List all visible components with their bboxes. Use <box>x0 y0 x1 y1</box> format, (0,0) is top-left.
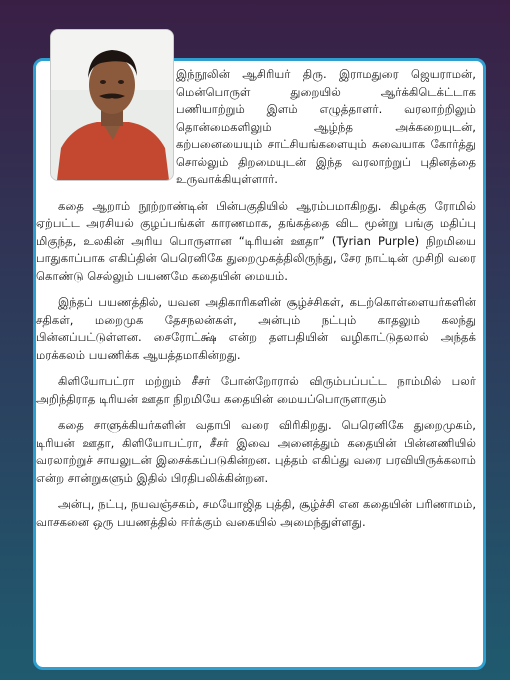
story-paragraph-3: இந்தப் பயணத்தில், யவன அதிகாரிகளின் சூழ்ச்சிகள், கடற்கொள்ளையர்களின் சதிகள், மறைமுக தேசநலன்கள், அன்பும் நட்பும் காதலும் கலந்து பின்னப்பட்டுள்ளன. சைரோட்க்ஷ் என்ற தளபதியின் வழிகாட்டுதலால் அந்தக் மரக்கலம் பயணிக்க ஆயத்தமாகின்றது. <box>36 295 476 362</box>
story-paragraph-4: கிளியோபட்ரா மற்றும் சீசர் போன்றோரால் விரும்பப்பட்ட நாம்மில் பலர் அறிந்திராத டிரியன் ஊதா நிறமியே கதையின் மையப்பொருளாகும் <box>36 374 476 406</box>
photo-wrap-spacer <box>36 66 176 192</box>
story-paragraph-5: கதை சாளுக்கியர்களின் வதாபி வரை விரிகிறது. பெரெனிகே துறைமுகம், டிரியன் ஊதா, கிளியோபட்ரா, சீசர் இவை அனைத்தும் கதையின் பின்னணியில் வரலாற்றுச் சாயலுடன் இசைக்கப்படுகின்றன. புத்தம் எகிப்து வரை பரவியிருக்கலாம் என்ற சான்றுகளும் இதில் பிரதிபலிக்கின்றன. <box>36 418 476 485</box>
paragraph-1-text: இந்நூலின் ஆசிரியர் திரு. இராமதுரை ஜெயராமன், மென்பொருள் துறையில் ஆர்க்கிடெக்ட்டாக பணியாற்றும் இளம் எழுத்தாளர். வரலாற்றிலும் தொன்மைகளிலும் ஆழ்ந்த அக்கறையுடன், கற்பனையையும் சாட்சியங்களையும் சுவையாக கோர்த்து சொல்லும் திறமையுடன் இந்த வரலாற்றுப் புதினத்தை உருவாக்கியுள்ளார். <box>176 67 476 186</box>
bio-paragraph-1 <box>36 66 476 189</box>
story-paragraph-2: கதை ஆறாம் நூற்றாண்டின் பின்பகுதியில் ஆரம்பமாகிறது. கிழக்கு ரோமில் ஏற்பட்ட அரசியல் குழப்பங்கள் காரணமாக, தங்கத்தை விட மூன்று பங்கு மதிப்பு மிகுந்த, உலகின் அரிய பொருளான “டிரியன் ஊதா” (Tyrian Purple) நிறமியை பாதுகாப்பாக எகிப்தின் பெரெனிகே துறைமுகத்திலிருந்து, சேர நாட்டின் முசிறி வரை கொண்டு செல்லும் பயணமே கதையின் மையம். <box>36 198 476 283</box>
story-paragraph-6: அன்பு, நட்பு, நயவஞ்சகம், சமயோஜித புத்தி, சூழ்ச்சி என கதையின் பரிணாமம், வாசகனை ஒரு பயணத்தில் ஈர்க்கும் வகையில் அமைந்துள்ளது. <box>36 497 476 529</box>
author-bio-text <box>36 66 476 540</box>
